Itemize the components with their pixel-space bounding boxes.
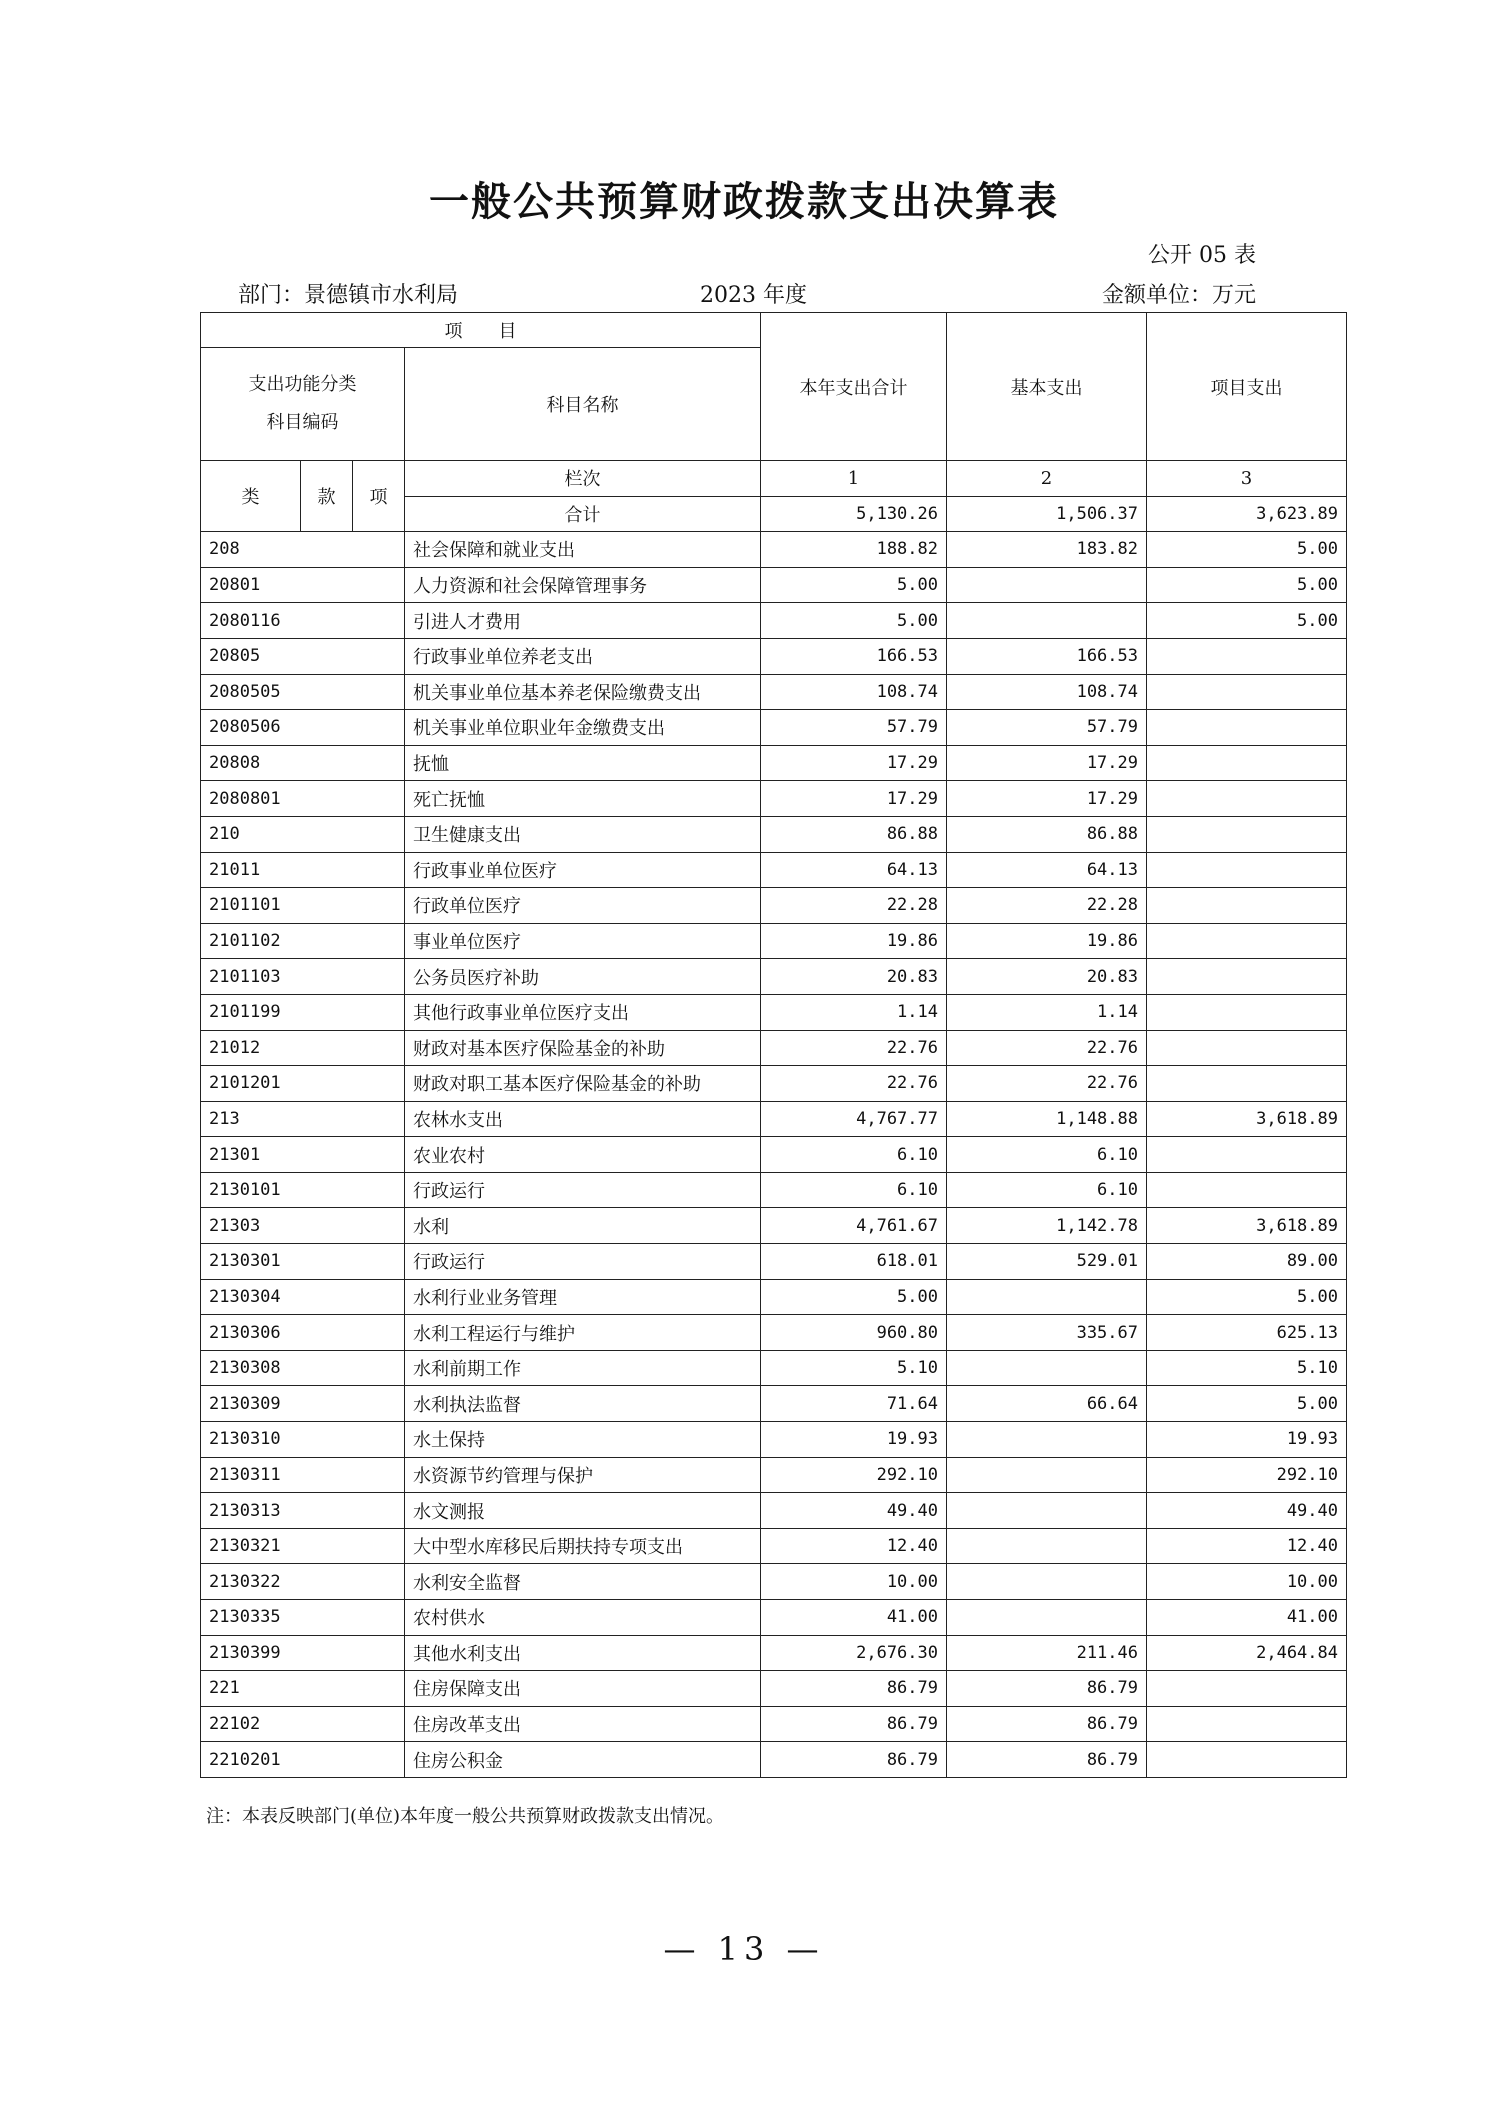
- row-project: 10.00: [1147, 1564, 1347, 1600]
- row-total: 10.00: [761, 1564, 947, 1600]
- row-project: 49.40: [1147, 1493, 1347, 1529]
- table-row: [201, 1208, 1347, 1244]
- row-name: 事业单位医疗: [405, 923, 761, 959]
- row-basic: [947, 603, 1147, 639]
- row-basic: 17.29: [947, 781, 1147, 817]
- row-project: 5.00: [1147, 603, 1347, 639]
- row-total: 86.79: [761, 1671, 947, 1707]
- table-row: [201, 532, 1347, 568]
- row-code: 2130313: [201, 1493, 405, 1529]
- row-code: 22102: [201, 1706, 405, 1742]
- header-col-basic: 基本支出: [947, 313, 1147, 461]
- page-number: — 13 —: [663, 1930, 825, 1968]
- row-total: 19.93: [761, 1422, 947, 1458]
- row-basic: 6.10: [947, 1172, 1147, 1208]
- row-code: 2130310: [201, 1422, 405, 1458]
- row-total: 1.14: [761, 994, 947, 1030]
- row-name: 公务员医疗补助: [405, 959, 761, 995]
- row-name: 机关事业单位基本养老保险缴费支出: [405, 674, 761, 710]
- row-name: 农村供水: [405, 1600, 761, 1636]
- row-basic: [947, 1350, 1147, 1386]
- row-basic: 108.74: [947, 674, 1147, 710]
- row-name: 水利执法监督: [405, 1386, 761, 1422]
- table-row: [201, 1279, 1347, 1315]
- row-code: 20808: [201, 745, 405, 781]
- row-name: 人力资源和社会保障管理事务: [405, 567, 761, 603]
- row-total: 22.28: [761, 888, 947, 924]
- header-subject-name: 科目名称: [405, 348, 761, 461]
- row-code: 2080116: [201, 603, 405, 639]
- table-row: [201, 994, 1347, 1030]
- row-project: 3,618.89: [1147, 1101, 1347, 1137]
- table-row: [201, 1493, 1347, 1529]
- header-column-order: 栏次: [405, 461, 761, 497]
- row-total: 19.86: [761, 923, 947, 959]
- row-name: 行政运行: [405, 1172, 761, 1208]
- row-total: 5.00: [761, 603, 947, 639]
- row-name: 其他水利支出: [405, 1635, 761, 1671]
- row-code: 21011: [201, 852, 405, 888]
- row-name: 水文测报: [405, 1493, 761, 1529]
- row-code: 2130399: [201, 1635, 405, 1671]
- row-name: 住房改革支出: [405, 1706, 761, 1742]
- row-total: 108.74: [761, 674, 947, 710]
- row-basic: 86.79: [947, 1706, 1147, 1742]
- row-code: 2130304: [201, 1279, 405, 1315]
- table-row: [201, 567, 1347, 603]
- row-total: 166.53: [761, 638, 947, 674]
- table-row: [201, 1101, 1347, 1137]
- table-row: [201, 781, 1347, 817]
- row-code: 221: [201, 1671, 405, 1707]
- row-project: [1147, 1172, 1347, 1208]
- row-total: 86.79: [761, 1742, 947, 1778]
- row-name: 水利工程运行与维护: [405, 1315, 761, 1351]
- row-basic: 17.29: [947, 745, 1147, 781]
- row-name: 水土保持: [405, 1422, 761, 1458]
- row-code: 208: [201, 532, 405, 568]
- sum-basic: 1,506.37: [947, 496, 1147, 532]
- row-code: 2080505: [201, 674, 405, 710]
- row-total: 6.10: [761, 1137, 947, 1173]
- row-project: [1147, 781, 1347, 817]
- row-project: 5.00: [1147, 1279, 1347, 1315]
- row-total: 17.29: [761, 745, 947, 781]
- row-project: 12.40: [1147, 1528, 1347, 1564]
- row-code: 2130321: [201, 1528, 405, 1564]
- row-basic: 6.10: [947, 1137, 1147, 1173]
- table-row: [201, 603, 1347, 639]
- header-n3: 3: [1147, 461, 1347, 497]
- table-row: [201, 959, 1347, 995]
- row-project: [1147, 638, 1347, 674]
- row-project: [1147, 1671, 1347, 1707]
- row-code: 213: [201, 1101, 405, 1137]
- row-code: 2101101: [201, 888, 405, 924]
- table-row: [201, 710, 1347, 746]
- table-row: [201, 1137, 1347, 1173]
- table-row: [201, 1564, 1347, 1600]
- row-name: 行政运行: [405, 1244, 761, 1280]
- row-basic: 86.79: [947, 1742, 1147, 1778]
- department-label: 部门：景德镇市水利局: [238, 283, 459, 308]
- row-code: 20805: [201, 638, 405, 674]
- row-project: [1147, 888, 1347, 924]
- header-n2: 2: [947, 461, 1147, 497]
- table-row: [201, 888, 1347, 924]
- row-name: 行政事业单位医疗: [405, 852, 761, 888]
- table-row: [201, 1742, 1347, 1778]
- table-row: [201, 1315, 1347, 1351]
- row-code: 2130301: [201, 1244, 405, 1280]
- row-project: 19.93: [1147, 1422, 1347, 1458]
- row-name: 卫生健康支出: [405, 816, 761, 852]
- table-row: [201, 816, 1347, 852]
- header-category-code: [201, 348, 405, 461]
- row-basic: 57.79: [947, 710, 1147, 746]
- sum-label: 合计: [405, 496, 761, 532]
- row-code: 20801: [201, 567, 405, 603]
- row-name: 引进人才费用: [405, 603, 761, 639]
- row-code: 2130306: [201, 1315, 405, 1351]
- row-total: 960.80: [761, 1315, 947, 1351]
- row-project: [1147, 745, 1347, 781]
- table-row: [201, 1350, 1347, 1386]
- row-project: 5.00: [1147, 1386, 1347, 1422]
- row-total: 22.76: [761, 1030, 947, 1066]
- row-total: 20.83: [761, 959, 947, 995]
- row-total: 22.76: [761, 1066, 947, 1102]
- row-total: 2,676.30: [761, 1635, 947, 1671]
- header-category-code-line1: 支出功能分类: [248, 374, 357, 395]
- unit-label: 金额单位：万元: [1101, 283, 1256, 308]
- row-code: 2080801: [201, 781, 405, 817]
- row-code: 2130309: [201, 1386, 405, 1422]
- row-name: 财政对职工基本医疗保险基金的补助: [405, 1066, 761, 1102]
- row-basic: 22.76: [947, 1030, 1147, 1066]
- row-total: 5.10: [761, 1350, 947, 1386]
- table-row: [201, 1030, 1347, 1066]
- row-basic: [947, 1600, 1147, 1636]
- sum-project: 3,623.89: [1147, 496, 1347, 532]
- row-project: 5.00: [1147, 532, 1347, 568]
- row-code: 2130322: [201, 1564, 405, 1600]
- row-name: 机关事业单位职业年金缴费支出: [405, 710, 761, 746]
- row-basic: 86.79: [947, 1671, 1147, 1707]
- row-name: 财政对基本医疗保险基金的补助: [405, 1030, 761, 1066]
- row-code: 2101199: [201, 994, 405, 1030]
- row-total: 618.01: [761, 1244, 947, 1280]
- row-code: 21012: [201, 1030, 405, 1066]
- row-basic: [947, 1279, 1147, 1315]
- table-note: 注：本表反映部门(单位)本年度一般公共预算财政拨款支出情况。: [206, 1806, 725, 1827]
- row-basic: 20.83: [947, 959, 1147, 995]
- row-basic: 166.53: [947, 638, 1147, 674]
- row-project: [1147, 816, 1347, 852]
- row-code: 2101201: [201, 1066, 405, 1102]
- row-name: 水利行业业务管理: [405, 1279, 761, 1315]
- row-project: [1147, 1030, 1347, 1066]
- row-basic: [947, 1457, 1147, 1493]
- row-name: 其他行政事业单位医疗支出: [405, 994, 761, 1030]
- header-kuan: 款: [301, 461, 353, 532]
- row-name: 大中型水库移民后期扶持专项支出: [405, 1528, 761, 1564]
- table-row: [201, 1635, 1347, 1671]
- table-row: [201, 1671, 1347, 1707]
- row-name: 行政事业单位养老支出: [405, 638, 761, 674]
- row-name: 住房保障支出: [405, 1671, 761, 1707]
- row-name: 农林水支出: [405, 1101, 761, 1137]
- table-row: [201, 923, 1347, 959]
- row-name: 水利安全监督: [405, 1564, 761, 1600]
- row-basic: 1,142.78: [947, 1208, 1147, 1244]
- row-total: 5.00: [761, 567, 947, 603]
- table-row: [201, 1244, 1347, 1280]
- row-name: 行政单位医疗: [405, 888, 761, 924]
- row-basic: [947, 1564, 1147, 1600]
- row-project: 41.00: [1147, 1600, 1347, 1636]
- row-total: 86.79: [761, 1706, 947, 1742]
- row-total: 17.29: [761, 781, 947, 817]
- row-basic: 1.14: [947, 994, 1147, 1030]
- header-item: 项 目: [201, 313, 761, 348]
- row-project: [1147, 959, 1347, 995]
- row-name: 死亡抚恤: [405, 781, 761, 817]
- row-code: 2130101: [201, 1172, 405, 1208]
- row-name: 水资源节约管理与保护: [405, 1457, 761, 1493]
- row-total: 188.82: [761, 532, 947, 568]
- row-project: [1147, 923, 1347, 959]
- row-project: 2,464.84: [1147, 1635, 1347, 1671]
- row-basic: 22.76: [947, 1066, 1147, 1102]
- header-lei: 类: [201, 461, 301, 532]
- row-code: 2210201: [201, 1742, 405, 1778]
- table-row: [201, 1528, 1347, 1564]
- row-basic: [947, 1493, 1147, 1529]
- table-code: 公开 05 表: [1148, 243, 1256, 268]
- row-basic: [947, 1528, 1147, 1564]
- row-project: 5.10: [1147, 1350, 1347, 1386]
- year-label: 2023 年度: [700, 283, 807, 308]
- row-total: 6.10: [761, 1172, 947, 1208]
- row-code: 2080506: [201, 710, 405, 746]
- sum-total: 5,130.26: [761, 496, 947, 532]
- table-row: [201, 1066, 1347, 1102]
- row-project: 625.13: [1147, 1315, 1347, 1351]
- header-category-code-line2: 科目编码: [266, 412, 339, 433]
- row-code: 2130311: [201, 1457, 405, 1493]
- row-total: 49.40: [761, 1493, 947, 1529]
- header-n1: 1: [761, 461, 947, 497]
- row-total: 86.88: [761, 816, 947, 852]
- table-row: [201, 638, 1347, 674]
- page-title: 一般公共预算财政拨款支出决算表: [429, 178, 1059, 225]
- row-total: 41.00: [761, 1600, 947, 1636]
- row-basic: 183.82: [947, 532, 1147, 568]
- row-project: 89.00: [1147, 1244, 1347, 1280]
- table-row: [201, 852, 1347, 888]
- row-project: [1147, 852, 1347, 888]
- table-row: [201, 1457, 1347, 1493]
- row-code: 2101102: [201, 923, 405, 959]
- table-row: [201, 1706, 1347, 1742]
- row-code: 2130308: [201, 1350, 405, 1386]
- row-name: 住房公积金: [405, 1742, 761, 1778]
- row-project: 5.00: [1147, 567, 1347, 603]
- table-row: [201, 1600, 1347, 1636]
- row-total: 5.00: [761, 1279, 947, 1315]
- row-basic: 529.01: [947, 1244, 1147, 1280]
- row-total: 292.10: [761, 1457, 947, 1493]
- row-basic: 1,148.88: [947, 1101, 1147, 1137]
- row-project: [1147, 674, 1347, 710]
- row-basic: 22.28: [947, 888, 1147, 924]
- row-code: 2130335: [201, 1600, 405, 1636]
- row-project: [1147, 994, 1347, 1030]
- row-name: 社会保障和就业支出: [405, 532, 761, 568]
- row-project: [1147, 710, 1347, 746]
- row-total: 12.40: [761, 1528, 947, 1564]
- row-total: 4,767.77: [761, 1101, 947, 1137]
- row-code: 2101103: [201, 959, 405, 995]
- row-basic: [947, 1422, 1147, 1458]
- row-basic: 211.46: [947, 1635, 1147, 1671]
- row-name: 水利: [405, 1208, 761, 1244]
- row-code: 210: [201, 816, 405, 852]
- header-col-total: 本年支出合计: [761, 313, 947, 461]
- row-total: 4,761.67: [761, 1208, 947, 1244]
- expenditure-table: [200, 312, 1347, 1778]
- header-xiang: 项: [353, 461, 405, 532]
- row-name: 农业农村: [405, 1137, 761, 1173]
- row-project: [1147, 1742, 1347, 1778]
- table-row: [201, 745, 1347, 781]
- row-project: [1147, 1066, 1347, 1102]
- row-basic: 86.88: [947, 816, 1147, 852]
- table-row: [201, 674, 1347, 710]
- row-project: 292.10: [1147, 1457, 1347, 1493]
- row-project: [1147, 1137, 1347, 1173]
- row-project: [1147, 1706, 1347, 1742]
- table-row: [201, 1386, 1347, 1422]
- row-total: 64.13: [761, 852, 947, 888]
- row-project: 3,618.89: [1147, 1208, 1347, 1244]
- row-code: 21301: [201, 1137, 405, 1173]
- row-name: 抚恤: [405, 745, 761, 781]
- table-row: [201, 1422, 1347, 1458]
- row-basic: 19.86: [947, 923, 1147, 959]
- row-basic: 335.67: [947, 1315, 1147, 1351]
- header-col-project: 项目支出: [1147, 313, 1347, 461]
- row-basic: [947, 567, 1147, 603]
- row-total: 71.64: [761, 1386, 947, 1422]
- table-row: [201, 1172, 1347, 1208]
- row-total: 57.79: [761, 710, 947, 746]
- row-code: 21303: [201, 1208, 405, 1244]
- row-basic: 66.64: [947, 1386, 1147, 1422]
- row-name: 水利前期工作: [405, 1350, 761, 1386]
- row-basic: 64.13: [947, 852, 1147, 888]
